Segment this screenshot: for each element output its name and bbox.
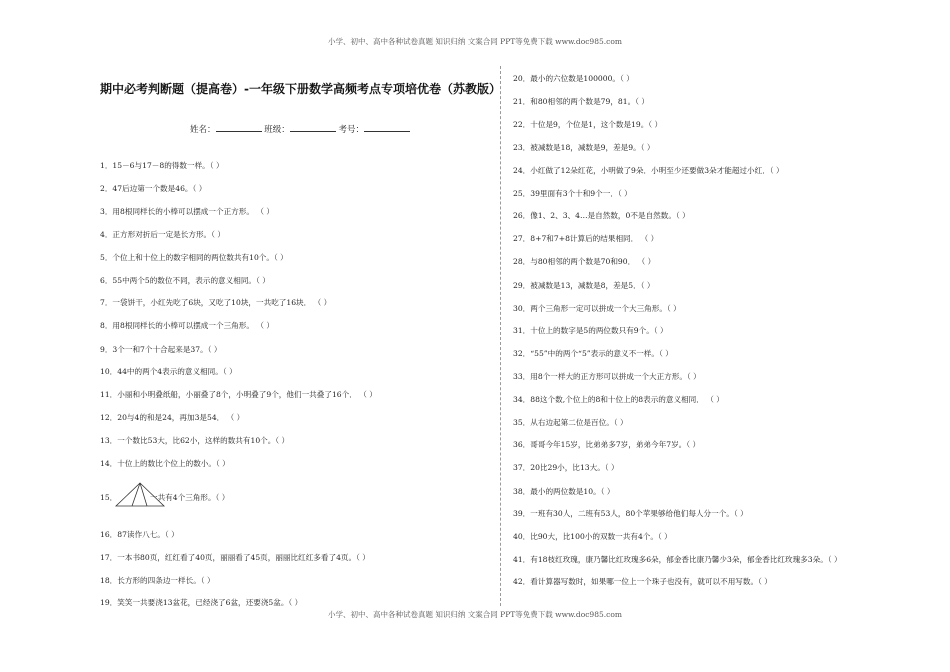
question-29: 29．被减数是13，减数是8，差是5．（ ） (513, 281, 655, 290)
class-blank (290, 123, 336, 132)
question-15-number: 15． (100, 493, 118, 502)
question-19: 19．笑笑一共要浇13盆花，已经浇了6盆，还要浇5盆。（ ） (100, 598, 303, 607)
question-7: 7．一袋饼干，小红先吃了6块，又吃了10块，一共吃了16块． （ ） (100, 298, 332, 307)
question-15 (100, 492, 229, 503)
question-5: 5．个位上和十位上的数字相同的两位数共有10个。（ ） (100, 253, 288, 262)
question-27: 27．8+7和7+8计算后的结果相同． （ ） (513, 234, 659, 243)
question-2: 2．47后边第一个数是46。（ ） (100, 184, 207, 193)
question-31: 31．十位上的数字是5的两位数只有9个。（ ） (513, 326, 668, 335)
question-42: 42．看计算器写数时，如果哪一位上一个珠子也没有，就可以不用写数。（ ） (513, 577, 772, 586)
question-37: 37．20比29小，比13大。（ ） (513, 463, 619, 472)
question-18: 18．长方形的四条边一样长。（ ） (100, 576, 215, 585)
class-label: 班级： (264, 125, 290, 135)
question-20: 20．最小的六位数是100000。（ ） (513, 74, 634, 83)
question-40: 40．比90大，比100小的双数一共有4个。（ ） (513, 532, 672, 541)
question-24: 24．小红做了12朵红花，小明做了9朵．小明至少还要做3朵才能超过小红．（ ） (513, 166, 784, 175)
question-14: 14．十位上的数比个位上的数小。（ ） (100, 459, 230, 468)
question-4: 4．正方形对折后一定是长方形。（ ） (100, 230, 225, 239)
question-15-text: 一共有4个三角形。（ ） (150, 493, 230, 502)
page-title: 期中必考判断题（提高卷）-一年级下册数学高频考点专项培优卷（苏教版） (100, 82, 501, 96)
column-divider (500, 66, 501, 606)
page-footer: 小学、初中、高中各种试卷真题 知识归纳 文案合同 PPT等免费下载 www.doc985.com (328, 610, 622, 619)
question-34: 34．88这个数,个位上的8和十位上的8表示的意义相同． （ ） (513, 395, 724, 404)
question-35: 35．从右边起第二位是百位。（ ） (513, 418, 628, 427)
question-6: 6．55中两个5的数位不同，表示的意义相同。（ ） (100, 276, 270, 285)
name-blank (216, 123, 262, 132)
number-label: 考号： (338, 125, 364, 135)
question-10: 10．44中的两个4表示的意义相同。（ ） (100, 367, 237, 376)
student-info-line (190, 123, 410, 135)
question-3: 3．用8根同样长的小棒可以摆成一个正方形。 （ ） (100, 207, 274, 216)
question-8: 8．用8根同样长的小棒可以摆成一个三角形。 （ ） (100, 321, 274, 330)
question-21: 21．和80相邻的两个数是79，81。（ ） (513, 97, 649, 106)
question-9: 9．3个一和7个十合起来是37。（ ） (100, 345, 222, 354)
question-13: 13．一个数比53大，比62小，这样的数共有10个。（ ） (100, 436, 290, 445)
question-41: 41．有18枝红玫瑰，康乃馨比红玫瑰多6朵，郁金香比康乃馨少3朵，郁金香比红玫瑰多3朵。（ ） (513, 555, 842, 564)
page-header: 小学、初中、高中各种试卷真题 知识归纳 文案合同 PPT等免费下载 www.doc985.com (328, 37, 622, 46)
question-12: 12．20与4的和是24，再加3是54． （ ） (100, 413, 245, 422)
question-25: 25．39里面有3个十和9个一．（ ） (513, 189, 632, 198)
question-38: 38．最小的两位数是10。（ ） (513, 487, 615, 496)
number-blank (364, 123, 410, 132)
name-label: 姓名： (190, 125, 216, 135)
question-11: 11．小丽和小明叠纸船，小丽叠了8个，小明叠了9个，他们一共叠了16个． （ ） (100, 390, 377, 399)
question-23: 23．被减数是18，减数是9，差是9。（ ） (513, 143, 655, 152)
question-22: 22．十位是9，个位是1，这个数是19。（ ） (513, 120, 663, 129)
question-16: 16．87读作八七。（ ） (100, 530, 179, 539)
question-36: 36．哥哥今年15岁，比弟弟多7岁，弟弟今年7岁。（ ） (513, 440, 701, 449)
question-33: 33．用8个一样大的正方形可以拼成一个大正方形。（ ） (513, 372, 701, 381)
question-1: 1．15－6与17－8的得数一样。（ ） (100, 161, 224, 170)
question-32: 32．“55”中的两个“5”表示的意义不一样。（ ） (513, 349, 673, 358)
question-30: 30．两个三角形一定可以拼成一个大三角形。（ ） (513, 304, 681, 313)
question-26: 26．像1、2、3、4…是自然数，0不是自然数。（ ） (513, 211, 690, 220)
question-17: 17．一本书80页，红红看了40页，丽丽看了45页，丽丽比红红多看了4页。（ ） (100, 553, 370, 562)
question-39: 39．一班有30人，二班有53人，80个苹果够给他们每人分一个。（ ） (513, 509, 748, 518)
question-28: 28．与80相邻的两个数是70和90． （ ） (513, 257, 656, 266)
